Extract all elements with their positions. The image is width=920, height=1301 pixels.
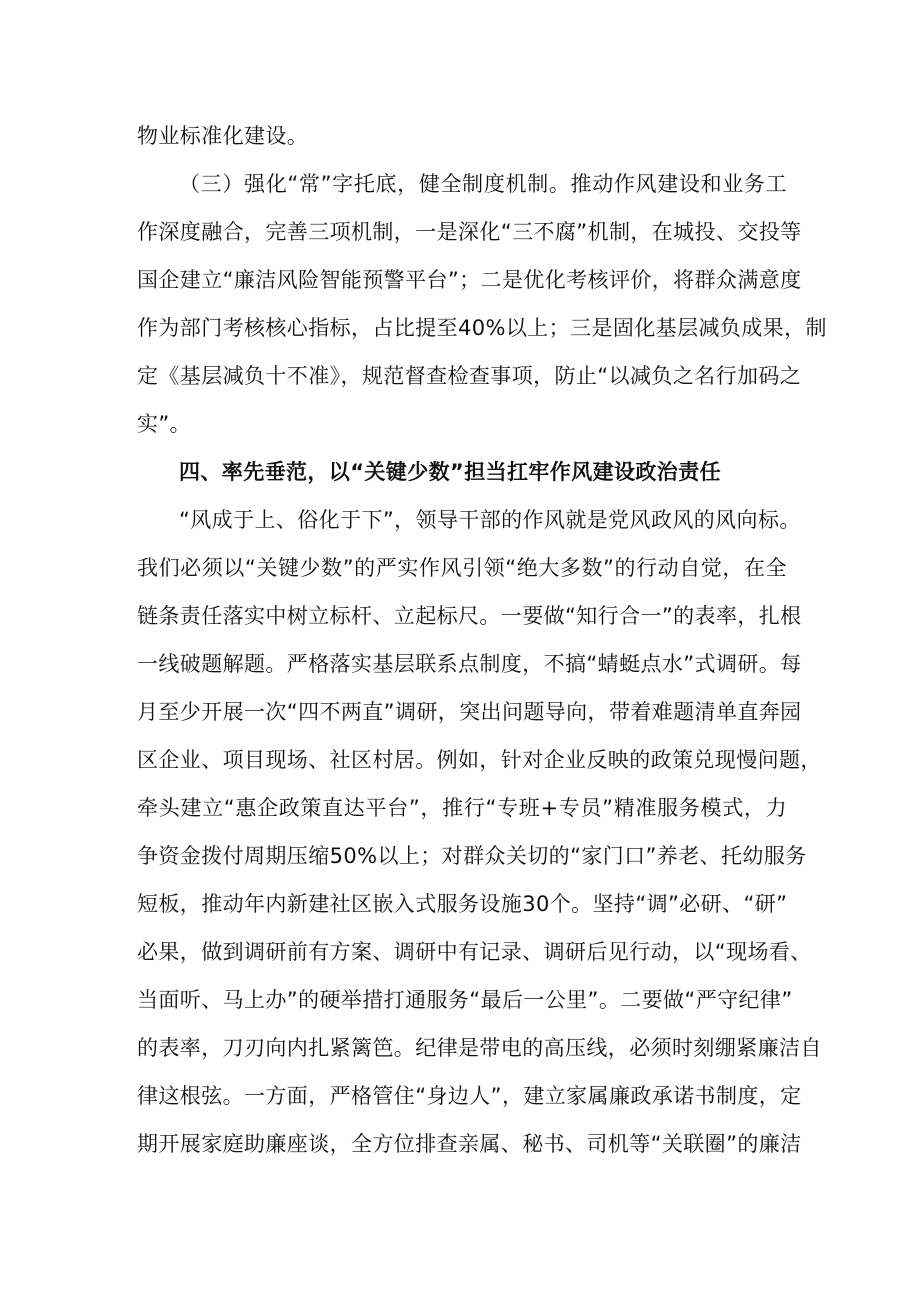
paragraph-line: “风成于上、俗化于下”，领导干部的作风就是党风政风的风向标。	[179, 508, 801, 532]
section-heading: 四、率先垂范，以“关键少数”担当扛牢作风建设政治责任	[179, 460, 722, 484]
paragraph-line: 必果，做到调研前有方案、调研中有记录、调研后见行动，以“现场看、	[137, 940, 812, 964]
paragraph-line: 定《基层减负十不准》，规范督查检查事项，防止“以减负之名行加码之	[137, 364, 802, 388]
paragraph-line: 作深度融合，完善三项机制，一是深化“三不腐”机制，在城投、交投等	[137, 220, 802, 244]
paragraph-line: 作为部门考核核心指标，占比提至40%以上；三是固化基层减负成果，制	[137, 316, 827, 340]
paragraph-line: 实”。	[137, 412, 192, 436]
paragraph-line: 物业标准化建设。	[137, 124, 309, 148]
document-body	[137, 112, 827, 1168]
paragraph-line: 一线破题解题。严格落实基层联系点制度，不搞“蜻蜓点水”式调研。每	[137, 652, 802, 676]
paragraph-line: 期开展家庭助廉座谈，全方位排查亲属、秘书、司机等“关联圈”的廉洁	[137, 1132, 802, 1156]
paragraph-line: 区企业、项目现场、社区村居。例如，针对企业反映的政策兑现慢问题，	[137, 748, 822, 772]
paragraph-line: 牵头建立“惠企政策直达平台”，推行“专班+专员”精准服务模式，力	[137, 796, 787, 820]
paragraph-line: 的表率，刀刃向内扎紧篱笆。纪律是带电的高压线，必须时刻绷紧廉洁自	[137, 1036, 822, 1060]
paragraph-line: 当面听、马上办”的硬举措打通服务“最后一公里”。二要做“严守纪律”	[137, 988, 793, 1012]
paragraph-line: 短板，推动年内新建社区嵌入式服务设施30个。坚持“调”必研、“研”	[137, 892, 788, 916]
paragraph-line: 争资金拨付周期压缩50%以上；对群众关切的“家门口”养老、托幼服务	[137, 844, 807, 868]
paragraph-line: （三）强化“常”字托底，健全制度机制。推动作风建设和业务工	[179, 172, 787, 196]
paragraph-line: 国企建立“廉洁风险智能预警平台”；二是优化考核评价，将群众满意度	[137, 268, 802, 292]
paragraph-line: 链条责任落实中树立标杆、立起标尺。一要做“知行合一”的表率，扎根	[137, 604, 802, 628]
paragraph-line: 我们必须以“关键少数”的严实作风引领“绝大多数”的行动自觉，在全	[137, 556, 787, 580]
paragraph-line: 月至少开展一次“四不两直”调研，突出问题导向，带着难题清单直奔园	[137, 700, 802, 724]
paragraph-line: 律这根弦。一方面，严格管住“身边人”，建立家属廉政承诺书制度，定	[137, 1084, 802, 1108]
